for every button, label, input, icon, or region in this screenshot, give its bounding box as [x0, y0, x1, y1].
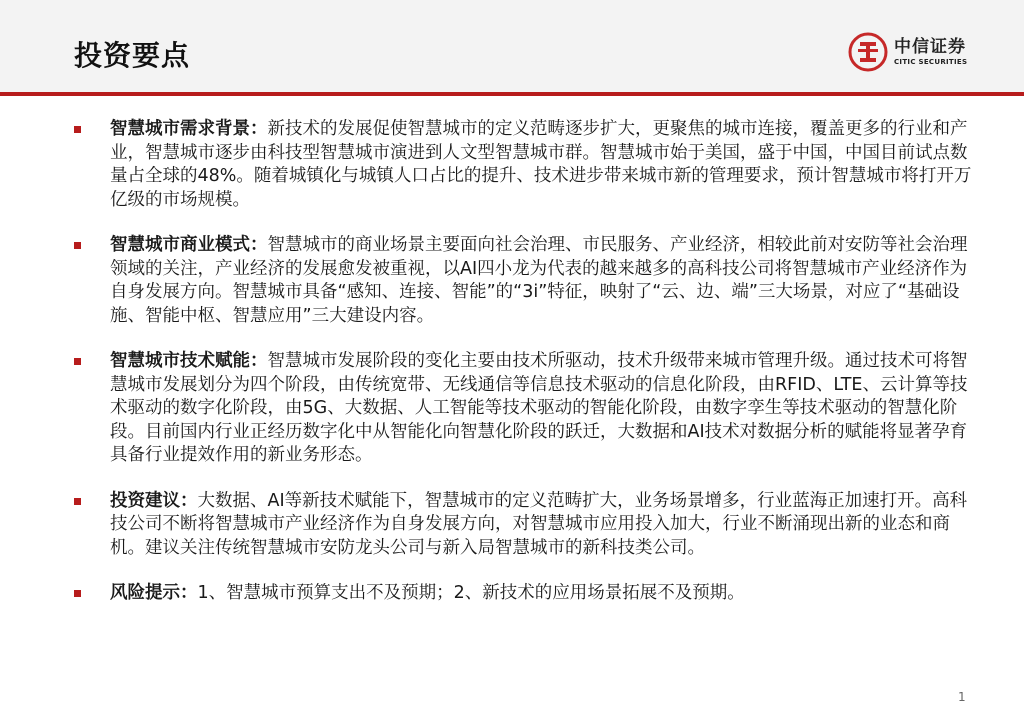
- bullet-heading: 风险提示：: [110, 583, 198, 603]
- bullet-heading: 智慧城市需求背景：: [110, 119, 268, 139]
- bullet-square-icon: [74, 590, 81, 597]
- bullet-heading: 智慧城市商业模式：: [110, 235, 268, 255]
- bullet-text: 大数据、AI等新技术赋能下，智慧城市的定义范畴扩大，业务场景增多，行业蓝海正加速打开。高科技公司不断将智慧城市产业经济作为自身发展方向，对智慧城市应用投入加大，行业不断涌现出新的业态和商机。建议关注传统智慧城市安防龙头公司与新入局智慧城市的新科技类公司。: [110, 490, 968, 558]
- header-divider: [0, 92, 1024, 96]
- bullet-text: 智慧城市的商业场景主要面向社会治理、市民服务、产业经济，相较此前对安防等社会治理领域的关注，产业经济的发展愈发被重视，以AI四小龙为代表的越来越多的高科技公司将智慧城市产业经济作为自身发展方向。智慧城市具备“感知、连接、智能”的“3i”特征，映射了“云、边、端”三大场景，对应了“基础设施、智能中枢、智慧应用”三大建设内容。: [110, 235, 968, 326]
- logo-name-cn: 中信证券: [894, 37, 966, 57]
- bullet-text: 新技术的发展促使智慧城市的定义范畴逐步扩大，更聚焦的城市连接，覆盖更多的行业和产业，智慧城市逐步由科技型智慧城市演进到人文型智慧城市群。智慧城市始于美国，盛于中国，中国目前试点数量占全球的48%。随着城镇化与城镇人口占比的提升、技术进步带来城市新的管理要求，预计智慧城市将打开万亿级的市场规模。: [110, 119, 972, 210]
- bullet-demand-background: [74, 118, 974, 212]
- bullet-text: 1、智慧城市预算支出不及预期；2、新技术的应用场景拓展不及预期。: [197, 583, 745, 603]
- company-logo: [848, 30, 998, 74]
- bullet-business-model: [74, 234, 974, 328]
- bullet-square-icon: [74, 498, 81, 505]
- bullet-heading: 投资建议：: [110, 490, 198, 511]
- citic-logo-icon: [848, 32, 888, 72]
- bullet-investment-advice: [74, 490, 974, 561]
- bullet-square-icon: [74, 242, 81, 249]
- page-title: 投资要点: [74, 39, 191, 72]
- header-bar: [0, 0, 1024, 92]
- page-number: 1: [958, 690, 966, 704]
- logo-name-en: CITIC SECURITIES: [894, 58, 968, 66]
- bullet-square-icon: [74, 126, 81, 133]
- bullet-heading: 智慧城市技术赋能：: [110, 351, 268, 371]
- bullet-list: [74, 118, 974, 628]
- bullet-technology-enablement: [74, 350, 974, 468]
- logo-text: [894, 37, 967, 67]
- bullet-square-icon: [74, 358, 81, 365]
- bullet-risk-warning: [74, 582, 974, 606]
- bullet-text: 智慧城市发展阶段的变化主要由技术所驱动，技术升级带来城市管理升级。通过技术可将智慧城市发展划分为四个阶段，由传统宽带、无线通信等信息技术驱动的信息化阶段，由RFID、LTE、云计算等技术驱动的数字化阶段，由5G、大数据、人工智能等技术驱动的智能化阶段，由数字孪生等技术驱动的智慧化阶段。目前国内行业正经历数字化中从智能化向智慧化阶段的跃迁，大数据和AI技术对数据分析的赋能将显著孕育具备行业提效作用的新业务形态。: [110, 351, 968, 465]
